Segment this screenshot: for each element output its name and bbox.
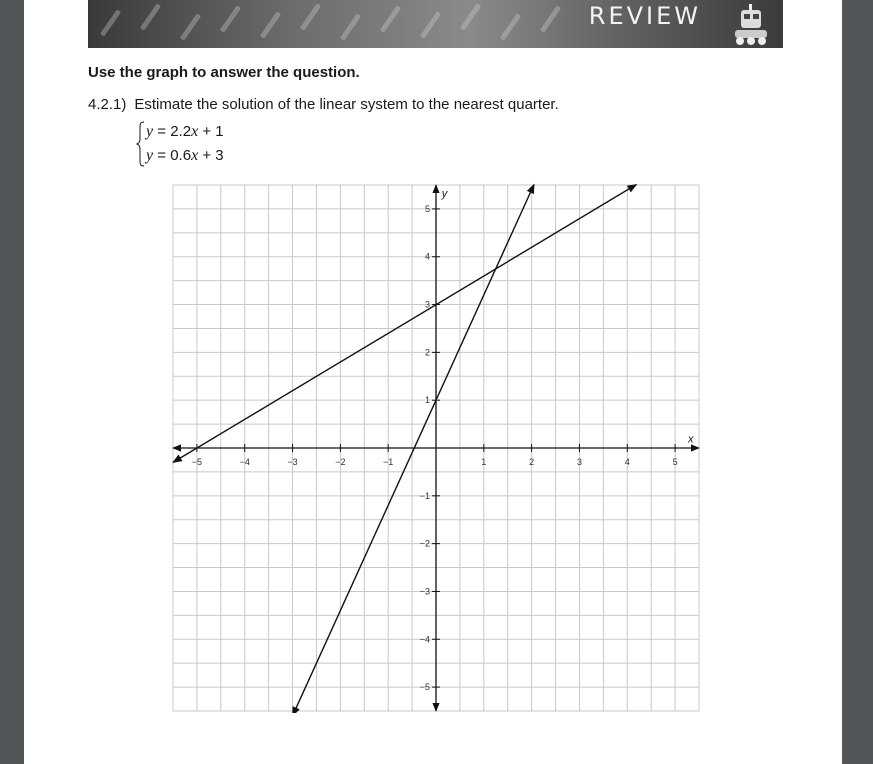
y-tick-label: 2 [424, 347, 430, 358]
equation-1 [136, 120, 224, 144]
eq-constant: + 3 [198, 147, 224, 164]
y-tick-label: −2 [419, 538, 430, 549]
series-lines [173, 185, 636, 713]
x-tick-label: 2 [529, 457, 535, 467]
question-text: Estimate the solution of the linear system to the nearest quarter. [134, 96, 559, 113]
y-tick-label: −4 [419, 634, 430, 645]
eq-equals: = [153, 147, 171, 164]
y-tick-label: 1 [424, 395, 430, 406]
y-tick-label: 4 [424, 251, 430, 262]
eq-equals: = [153, 123, 171, 140]
plate-texture [260, 11, 281, 38]
y-tick-label: 3 [424, 299, 430, 310]
x-tick-label: −2 [335, 457, 346, 467]
question [88, 96, 559, 113]
x-tick-label: −3 [287, 457, 298, 467]
plate-texture [300, 3, 321, 30]
plate-texture [140, 3, 161, 30]
equation-2 [136, 144, 224, 168]
robot-mascot-icon [731, 4, 771, 46]
document-page [24, 0, 842, 764]
y-axis-label: y [441, 187, 448, 200]
eq-constant: + 1 [198, 123, 224, 140]
axes [173, 185, 699, 711]
instruction-text: Use the graph to answer the question. [88, 64, 360, 81]
plate-texture [100, 9, 121, 36]
x-tick-label: −1 [383, 457, 394, 467]
linear-system [136, 120, 224, 168]
banner-title: REVIEW [588, 2, 701, 30]
x-tick-label: −4 [239, 457, 250, 467]
x-tick-label: −5 [191, 457, 203, 467]
eq-coefficient: 2.2 [170, 123, 192, 140]
y-tick-label: −1 [419, 490, 430, 501]
eq-coefficient: 0.6 [170, 147, 192, 164]
plate-texture [460, 3, 481, 30]
plate-texture [180, 13, 201, 40]
eq-x-variable: x [191, 147, 199, 164]
x-tick-label: 5 [672, 457, 678, 467]
x-tick-label: 1 [481, 457, 487, 467]
y-tick-label: −3 [419, 586, 430, 597]
plate-texture [540, 5, 561, 32]
series-line-2 [173, 185, 636, 463]
y-tick-label: −5 [419, 682, 430, 693]
eq-variable: y [146, 123, 154, 140]
plate-texture [340, 13, 361, 40]
plate-texture [500, 13, 521, 40]
question-number: 4.2.1) [88, 96, 127, 113]
plate-texture [220, 5, 241, 32]
series-line-1 [293, 185, 534, 713]
x-tick-label: 3 [576, 457, 582, 467]
eq-variable: y [146, 147, 154, 164]
x-tick-label: 4 [624, 457, 630, 467]
plate-texture [380, 5, 401, 32]
coordinate-graph [171, 183, 701, 713]
y-tick-label: 5 [424, 203, 430, 214]
eq-x-variable: x [191, 123, 199, 140]
plate-texture [420, 11, 441, 38]
x-axis-label: x [688, 433, 694, 446]
review-banner [88, 0, 783, 48]
